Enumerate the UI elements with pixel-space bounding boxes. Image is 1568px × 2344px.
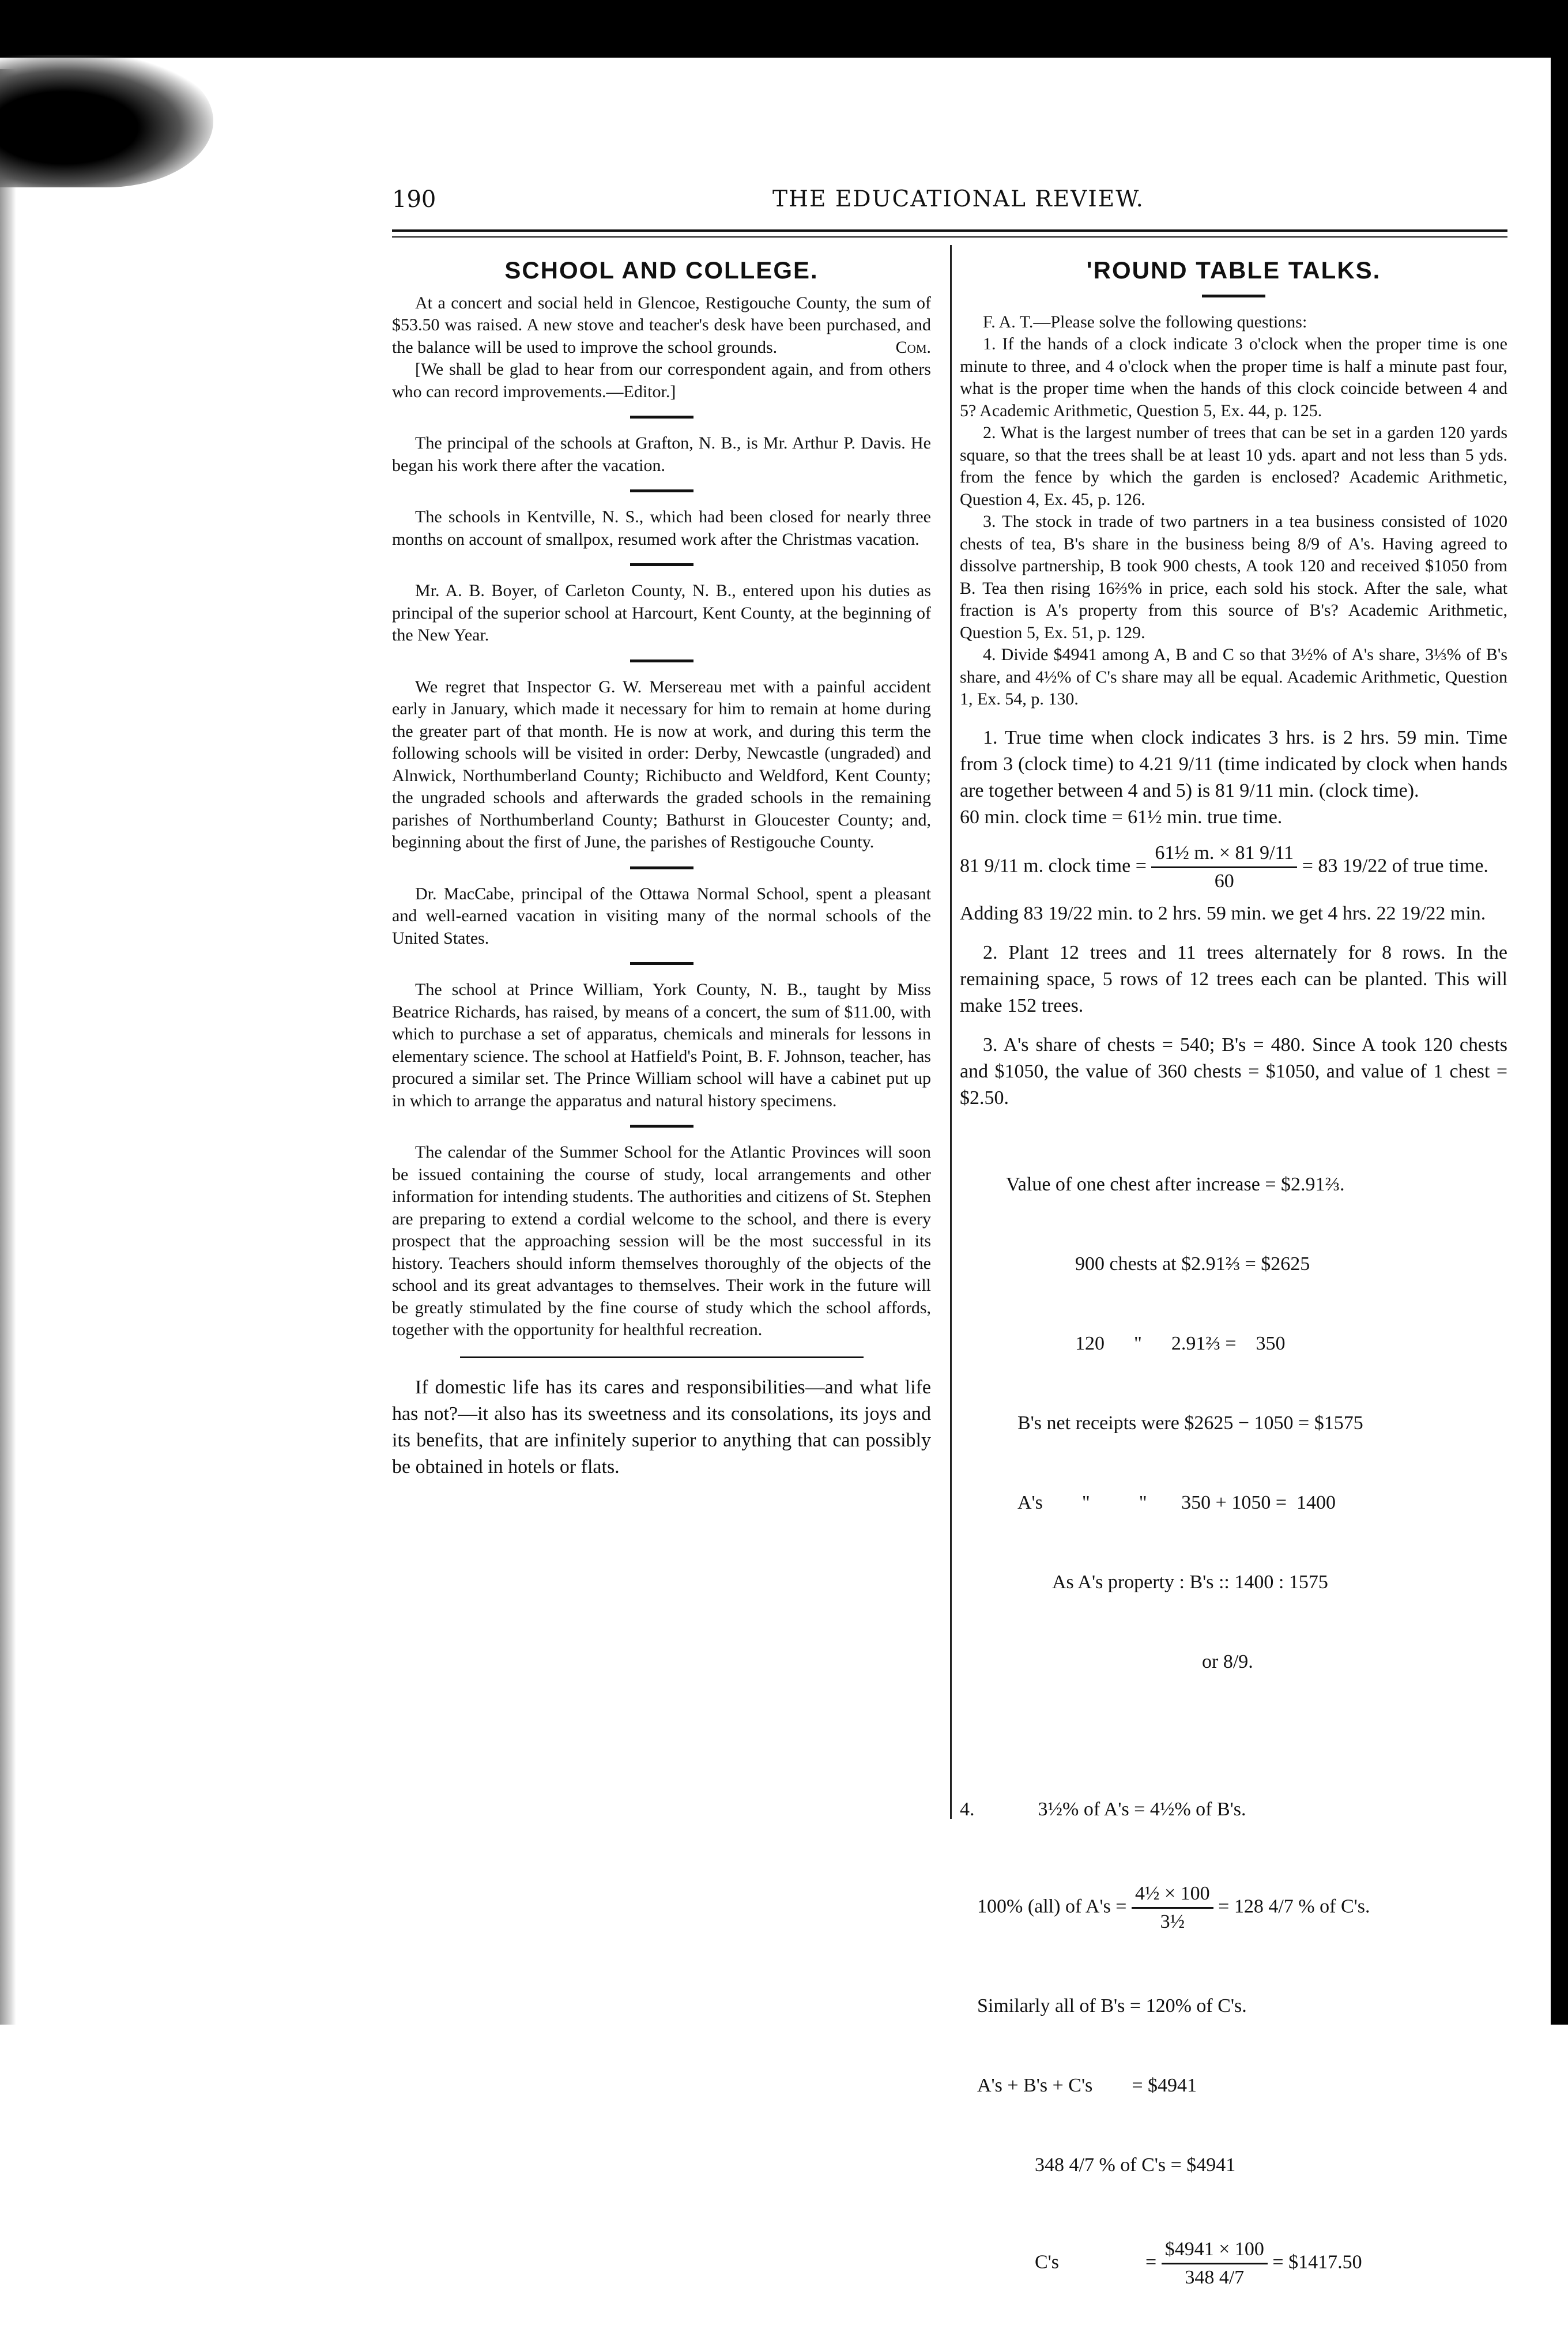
- answer-4-line-6-label: C's: [1035, 2251, 1060, 2273]
- scan-binding-smudge: [0, 55, 213, 187]
- answer-4-final-numerator: $4941 × 100: [1162, 2236, 1268, 2264]
- left-column: [392, 259, 931, 1480]
- section-heading-round-table-talks: 'ROUND TABLE TALKS.: [1086, 257, 1381, 284]
- item-kentville: The schools in Kentville, N. S., which had been closed for nearly three months on account of smallpox, resumed work after the Christmas vacation.: [392, 507, 931, 549]
- page-number: 190: [392, 186, 436, 213]
- running-title: THE EDUCATIONAL REVIEW.: [772, 186, 1144, 212]
- item-glencoe: [392, 292, 931, 359]
- answer-4-line-4: A's + B's + C's = $4941: [977, 2074, 1197, 2096]
- answer-3-line-5: A's " " 350 + 1050 = 1400: [1017, 1491, 1336, 1513]
- separator: [630, 866, 693, 869]
- question-4: 4. Divide $4941 among A, B and C so that 3½% of A's share, 3⅓% of B's share, and 4½% of C's share may all be equal. Academic Arithmetic, Question 1, Ex. 54, p. 130.: [960, 645, 1507, 709]
- item-summer-school: The calendar of the Summer School for the Atlantic Provinces will soon be issued containing the course of study, local arrangements and other information for intending students. The authorities and citizens of St. Stephen are preparing to extend a cordial welcome to the school, and there is every prospect that the approaching session will be the most successful in its history. Teachers should inform themselves thoroughly of the objects of the school and its great advantages to themselves. Their work in the future will be greatly stimulated by the fine course of study which the school affords, together with the opportunity for healthful recreation.: [392, 1143, 931, 1339]
- answer-1-fraction-numerator: 61½ m. × 81 9/11: [1151, 840, 1297, 868]
- item-boyer: Mr. A. B. Boyer, of Carleton County, N. B., entered upon his duties as principal of the superior school at Harcourt, Kent County, at the beginning of the New Year.: [392, 581, 931, 645]
- question-2: 2. What is the largest number of trees that can be set in a garden 120 yards square, so that the trees shall be at least 10 yds. apart and not less than 5 yds. from the fence by which the garden is enclosed? Academic Arithmetic, Question 4, Ex. 45, p. 126.: [960, 423, 1507, 509]
- answer-1-eq-left: 81 9/11 m. clock time =: [960, 854, 1147, 876]
- answer-4-line-2-right: = 128 4/7 % of C's.: [1218, 1895, 1370, 1917]
- answer-4-working: 4. 3½% of A's = 4½% of B's. 100% (all) of A's = $\frac{\text{4½ × 100}}{\text{3½}}$ = 128 4/7 % of C's. Similarly all of B's = 120% of C's. A's + B's + C's = $4941 348 4/7 % of C's = $4941 C's = $\frac{\$4941 \times 100}{348 4/7}$ = $1417.50: [960, 1743, 1507, 2344]
- separator: [630, 1125, 693, 1128]
- answer-4-line-5: 348 4/7 % of C's = $4941: [1035, 2154, 1236, 2176]
- heading-rule: [1202, 295, 1265, 297]
- separator: [630, 489, 693, 492]
- item-glencoe-signature: Com.: [895, 337, 931, 357]
- item-domestic-life: If domestic life has its cares and responsibilities—and what life has not?—it also has its sweetness and its consolations, its joys and its benefits, that are infinitely superior to anything that can possibly be obtained in hotels or flats.: [392, 1376, 931, 1478]
- answer-1-text: 1. True time when clock indicates 3 hrs. is 2 hrs. 59 min. Time from 3 (clock time) to 4.21 9/11 (time indicated by clock when hands are together between 4 and 5) is 81 9/11 min. (clock time).: [960, 726, 1507, 801]
- question-3: 3. The stock in trade of two partners in a tea business consisted of 1020 chests of tea, B's share in the business being 8/9 of A's. Having agreed to dissolve partnership, B took 900 chests, A took 120 and received $1050 from B. Tea then rising 16⅔% in price, each sold his stock. After the sale, what fraction is A's property from this source of B's? Academic Arithmetic, Question 5, Ex. 51, p. 129.: [960, 512, 1507, 642]
- separator: [630, 962, 693, 965]
- answer-3-line-7: or 8/9.: [1202, 1650, 1253, 1672]
- item-prince-william: The school at Prince William, York County, N. B., taught by Miss Beatrice Richards, has raised, by means of a concert, the sum of $11.00, with which to purchase a set of apparatus, chemicals and minerals for lessons in elementary science. The school at Hatfield's Point, B. F. Johnson, teacher, has procured a similar set. The Prince William school will have a cabinet put up in which to arrange the apparatus and natural history specimens.: [392, 980, 931, 1110]
- answer-4-fraction: [1132, 1881, 1213, 1935]
- answer-1-eq-right: = 83 19/22 of true time.: [1302, 854, 1488, 876]
- answer-2: 2. Plant 12 trees and 11 trees alternately for 8 rows. In the remaining space, 5 rows of 12 trees each can be planted. This will make 152 trees.: [960, 941, 1507, 1016]
- editor-note: [We shall be glad to hear from our correspondent again, and from others who can record improvements.—Editor.]: [392, 360, 931, 401]
- page-header: [392, 182, 1505, 216]
- header-rule-top: [392, 229, 1507, 232]
- answer-4-line-1: 3½% of A's = 4½% of B's.: [1038, 1798, 1246, 1820]
- answer-4-final-fraction: [1162, 2236, 1268, 2291]
- scan-top-border: [0, 0, 1568, 58]
- answer-1-fraction-denominator: 60: [1214, 870, 1234, 892]
- questions-intro: F. A. T.—Please solve the following questions:: [983, 312, 1307, 331]
- item-mersereau: We regret that Inspector G. W. Mersereau met with a painful accident early in January, which made it necessary for him to remain at home during the greater part of that month. He is now at work, and during this term the following schools will be visited in order: Derby, Newcastle (ungraded) and Alnwick, Northumberland County; Richibucto and Weldford, Kent County; the ungraded schools and afterwards the graded schools in the remaining parishes of Northumberland County; Bathurst in Gloucester County; and, beginning about the first of June, the parishes of Restigouche County.: [392, 677, 931, 851]
- answer-1-line-2: 60 min. clock time = 61½ min. true time.: [960, 806, 1283, 828]
- answer-4-line-6-right: = $1417.50: [1272, 2251, 1362, 2273]
- item-maccabe: Dr. MacCabe, principal of the Ottawa Normal School, spent a pleasant and well-earned vacation in visiting many of the normal schools of the United States.: [392, 884, 931, 948]
- item-glencoe-text: At a concert and social held in Glencoe, Restigouche County, the sum of $53.50 was raised. A new stove and teacher's desk have been purchased, and the balance will be used to improve the school grounds.: [392, 293, 931, 357]
- answer-3-text: 3. A's share of chests = 540; B's = 480. Since A took 120 chests and $1050, the value of 360 chests = $1050, and value of 1 chest = $2.50.: [960, 1034, 1507, 1109]
- scan-right-border: [1551, 0, 1568, 2025]
- answer-3-line-3: 120 " 2.91⅔ = 350: [1075, 1332, 1286, 1354]
- item-grafton: The principal of the schools at Grafton, N. B., is Mr. Arthur P. Davis. He began his work there after the vacation.: [392, 434, 931, 475]
- question-1: 1. If the hands of a clock indicate 3 o'clock when the proper time is one minute to three, and 4 o'clock when the proper time is half a minute past four, what is the proper time when the hands of this clock coincide between 4 and 5? Academic Arithmetic, Question 5, Ex. 44, p. 125.: [960, 334, 1507, 420]
- separator-long: [460, 1356, 864, 1358]
- section-heading-school-and-college: SCHOOL AND COLLEGE.: [504, 257, 819, 284]
- answer-3-working: [960, 1118, 1507, 1728]
- column-divider: [950, 245, 952, 1819]
- answer-4-line-2-left: 100% (all) of A's =: [977, 1895, 1127, 1917]
- right-column: [960, 259, 1507, 2344]
- answer-1-line-4: Adding 83 19/22 min. to 2 hrs. 59 min. we get 4 hrs. 22 19/22 min.: [960, 902, 1486, 924]
- answer-3-line-1: Value of one chest after increase = $2.91⅔.: [1006, 1173, 1345, 1195]
- scan-spine-shadow: [0, 69, 16, 2025]
- answer-4-number: 4.: [960, 1798, 975, 1820]
- separator: [630, 660, 693, 662]
- header-rule-bottom: [392, 236, 1507, 238]
- separator: [630, 416, 693, 419]
- answer-1-fraction: [1151, 840, 1297, 895]
- answer-1-equation: [960, 840, 1507, 895]
- answer-4-fraction-numerator: 4½ × 100: [1132, 1881, 1213, 1909]
- answer-4-fraction-denominator: 3½: [1160, 1910, 1185, 1932]
- answer-4-line-3: Similarly all of B's = 120% of C's.: [977, 1995, 1247, 2017]
- answer-3-line-4: B's net receipts were $2625 − 1050 = $1575: [1017, 1412, 1363, 1434]
- answer-4-final-denominator: 348 4/7: [1185, 2266, 1245, 2288]
- answer-3-line-2: 900 chests at $2.91⅔ = $2625: [1075, 1253, 1310, 1275]
- answer-3-line-6: As A's property : B's :: 1400 : 1575: [1052, 1571, 1328, 1593]
- separator: [630, 563, 693, 566]
